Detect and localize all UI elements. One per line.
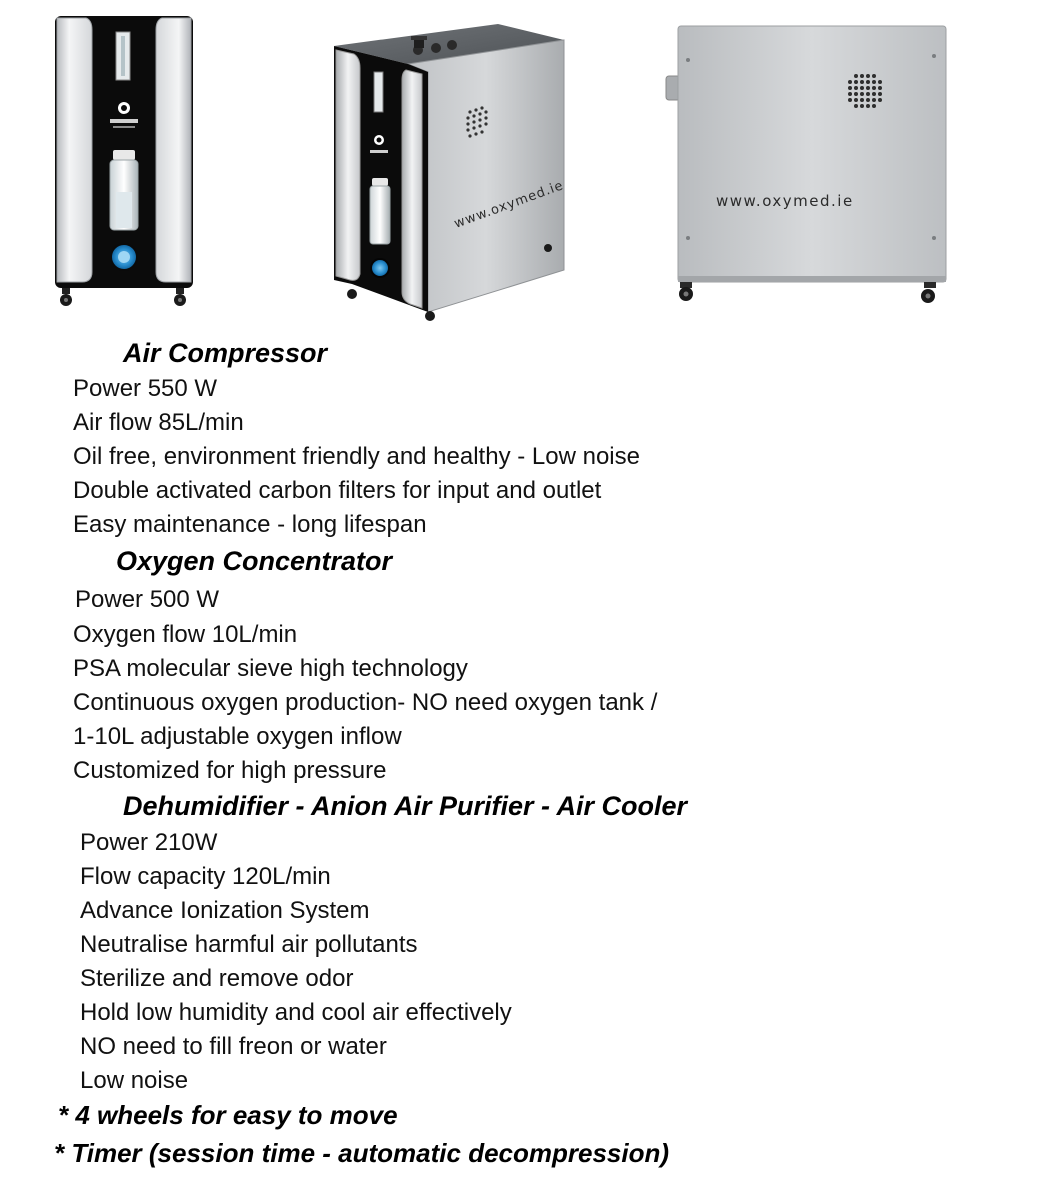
air-compressor-spec-filters: Double activated carbon filters for input and outlet bbox=[73, 477, 602, 504]
product-angled-view-image bbox=[330, 12, 575, 324]
air-compressor-heading: Air Compressor bbox=[123, 338, 328, 368]
dehumidifier-spec-freon: NO need to fill freon or water bbox=[80, 1033, 387, 1060]
oxygen-concentrator-spec-power: Power 500 W bbox=[75, 586, 220, 613]
oxygen-concentrator-spec-adjustable: 1-10L adjustable oxygen inflow bbox=[73, 723, 402, 750]
dehumidifier-spec-flow: Flow capacity 120L/min bbox=[80, 863, 331, 890]
note-timer: * Timer (session time - automatic decompression) bbox=[54, 1138, 670, 1168]
oxygen-concentrator-spec-high-pressure: Customized for high pressure bbox=[73, 757, 387, 784]
product-front-view-image bbox=[52, 10, 202, 322]
dehumidifier-spec-power: Power 210W bbox=[80, 829, 218, 856]
product-back-view-image bbox=[662, 20, 952, 326]
dehumidifier-spec-ionization: Advance Ionization System bbox=[80, 897, 370, 924]
air-compressor-spec-maintenance: Easy maintenance - long lifespan bbox=[73, 511, 427, 538]
air-compressor-spec-power: Power 550 W bbox=[73, 375, 218, 402]
air-compressor-spec-oil-free: Oil free, environment friendly and healthy - Low noise bbox=[73, 443, 640, 470]
dehumidifier-heading: Dehumidifier - Anion Air Purifier - Air Cooler bbox=[123, 791, 688, 821]
air-compressor-spec-air-flow: Air flow 85L/min bbox=[73, 409, 244, 436]
oxygen-concentrator-spec-flow: Oxygen flow 10L/min bbox=[73, 621, 298, 648]
dehumidifier-spec-sterilize: Sterilize and remove odor bbox=[80, 965, 354, 992]
side-url-text: www.oxymed.ie bbox=[452, 178, 566, 232]
back-url-text: www.oxymed.ie bbox=[716, 192, 854, 210]
oxygen-concentrator-spec-psa: PSA molecular sieve high technology bbox=[73, 655, 468, 682]
oxygen-concentrator-heading: Oxygen Concentrator bbox=[116, 546, 393, 576]
dehumidifier-spec-low-noise: Low noise bbox=[80, 1067, 189, 1094]
note-wheels: * 4 wheels for easy to move bbox=[58, 1100, 398, 1130]
dehumidifier-spec-pollutants: Neutralise harmful air pollutants bbox=[80, 931, 418, 958]
oxygen-concentrator-spec-continuous: Continuous oxygen production- NO need oxygen tank / bbox=[73, 689, 658, 716]
dehumidifier-spec-humidity: Hold low humidity and cool air effectively bbox=[80, 999, 512, 1026]
